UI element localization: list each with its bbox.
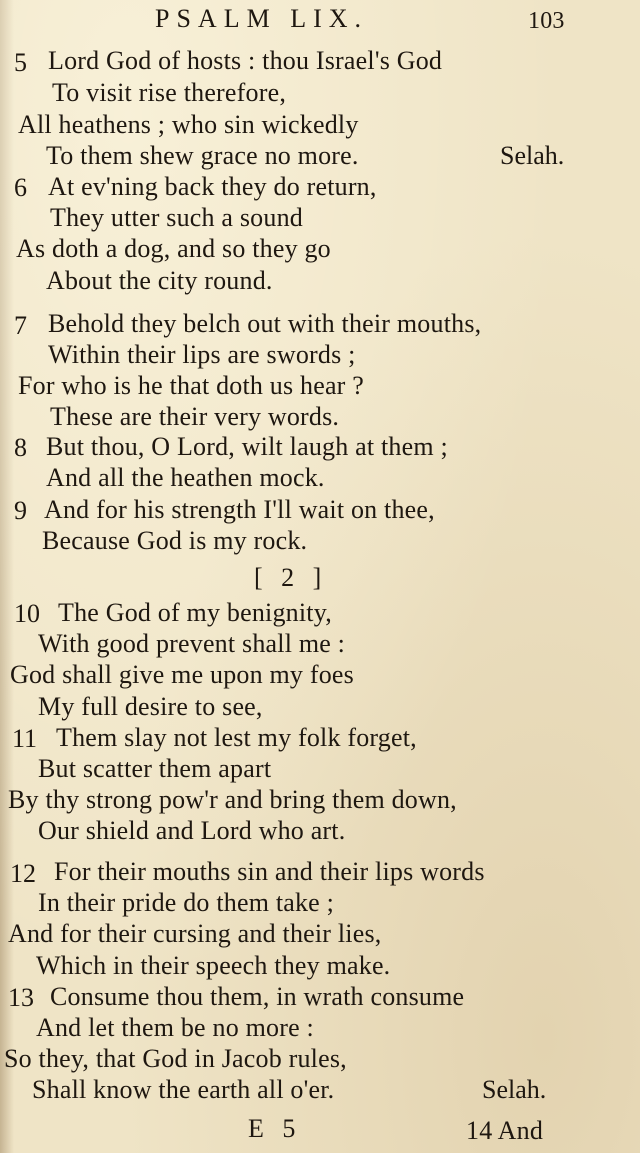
verse-line: But thou, O Lord, wilt laugh at them ; bbox=[46, 432, 448, 461]
verse-line: Because God is my rock. bbox=[42, 526, 308, 555]
verse-number: 6 bbox=[14, 173, 27, 202]
verse-line: By thy strong pow'r and bring them down, bbox=[8, 785, 457, 814]
verse-line: Consume thou them, in wrath consume bbox=[50, 982, 465, 1011]
verse-line: My full desire to see, bbox=[38, 692, 263, 721]
verse-number: 12 bbox=[10, 859, 36, 888]
verse-line: Lord God of hosts : thou Israel's God bbox=[48, 46, 443, 75]
section-mark: [ 2 ] bbox=[254, 563, 328, 592]
verse-line: Our shield and Lord who art. bbox=[38, 816, 346, 845]
verse-line: For their mouths sin and their lips words bbox=[54, 857, 485, 886]
verse-number: 7 bbox=[14, 311, 27, 340]
verse-line: And all the heathen mock. bbox=[46, 463, 325, 492]
verse-line: At ev'ning back they do return, bbox=[48, 172, 377, 201]
catchword: 14 And bbox=[466, 1116, 544, 1145]
verse-line: The God of my benignity, bbox=[58, 598, 332, 627]
verse-line: And for their cursing and their lies, bbox=[8, 919, 382, 948]
verse-line: To visit rise therefore, bbox=[52, 78, 287, 107]
page-number: 103 bbox=[528, 8, 565, 34]
verse-number: 8 bbox=[14, 433, 27, 462]
verse-line: God shall give me upon my foes bbox=[10, 660, 354, 689]
verse-number: 5 bbox=[14, 48, 27, 77]
verse-line: In their pride do them take ; bbox=[38, 888, 335, 917]
verse-line: To them shew grace no more. bbox=[46, 141, 359, 170]
verse-number: 9 bbox=[14, 496, 27, 525]
verse-line: And let them be no more : bbox=[36, 1013, 314, 1042]
verse-line: Shall know the earth all o'er. bbox=[32, 1075, 335, 1104]
verse-line: So they, that God in Jacob rules, bbox=[4, 1044, 347, 1073]
verse-line: Them slay not lest my folk forget, bbox=[56, 723, 417, 752]
verse-line: As doth a dog, and so they go bbox=[16, 234, 331, 263]
selah-mark: Selah. bbox=[500, 141, 565, 170]
verse-line: For who is he that doth us hear ? bbox=[18, 371, 364, 400]
verse-line: Behold they belch out with their mouths, bbox=[48, 309, 482, 338]
verse-line: Within their lips are swords ; bbox=[48, 340, 356, 369]
running-head-title: PSALM LIX. bbox=[155, 4, 369, 33]
signature-mark: E 5 bbox=[248, 1114, 302, 1143]
verse-line: But scatter them apart bbox=[38, 754, 272, 783]
verse-line: With good prevent shall me : bbox=[38, 629, 346, 658]
verse-line: All heathens ; who sin wickedly bbox=[18, 110, 359, 139]
verse-line: And for his strength I'll wait on thee, bbox=[44, 495, 435, 524]
selah-mark: Selah. bbox=[482, 1075, 547, 1104]
verse-number: 10 bbox=[14, 599, 40, 628]
verse-line: These are their very words. bbox=[50, 402, 340, 431]
verse-line: Which in their speech they make. bbox=[36, 951, 391, 980]
verse-line: They utter such a sound bbox=[50, 203, 303, 232]
verse-number: 11 bbox=[12, 724, 38, 753]
verse-number: 13 bbox=[8, 983, 34, 1012]
verse-line: About the city round. bbox=[46, 266, 273, 295]
